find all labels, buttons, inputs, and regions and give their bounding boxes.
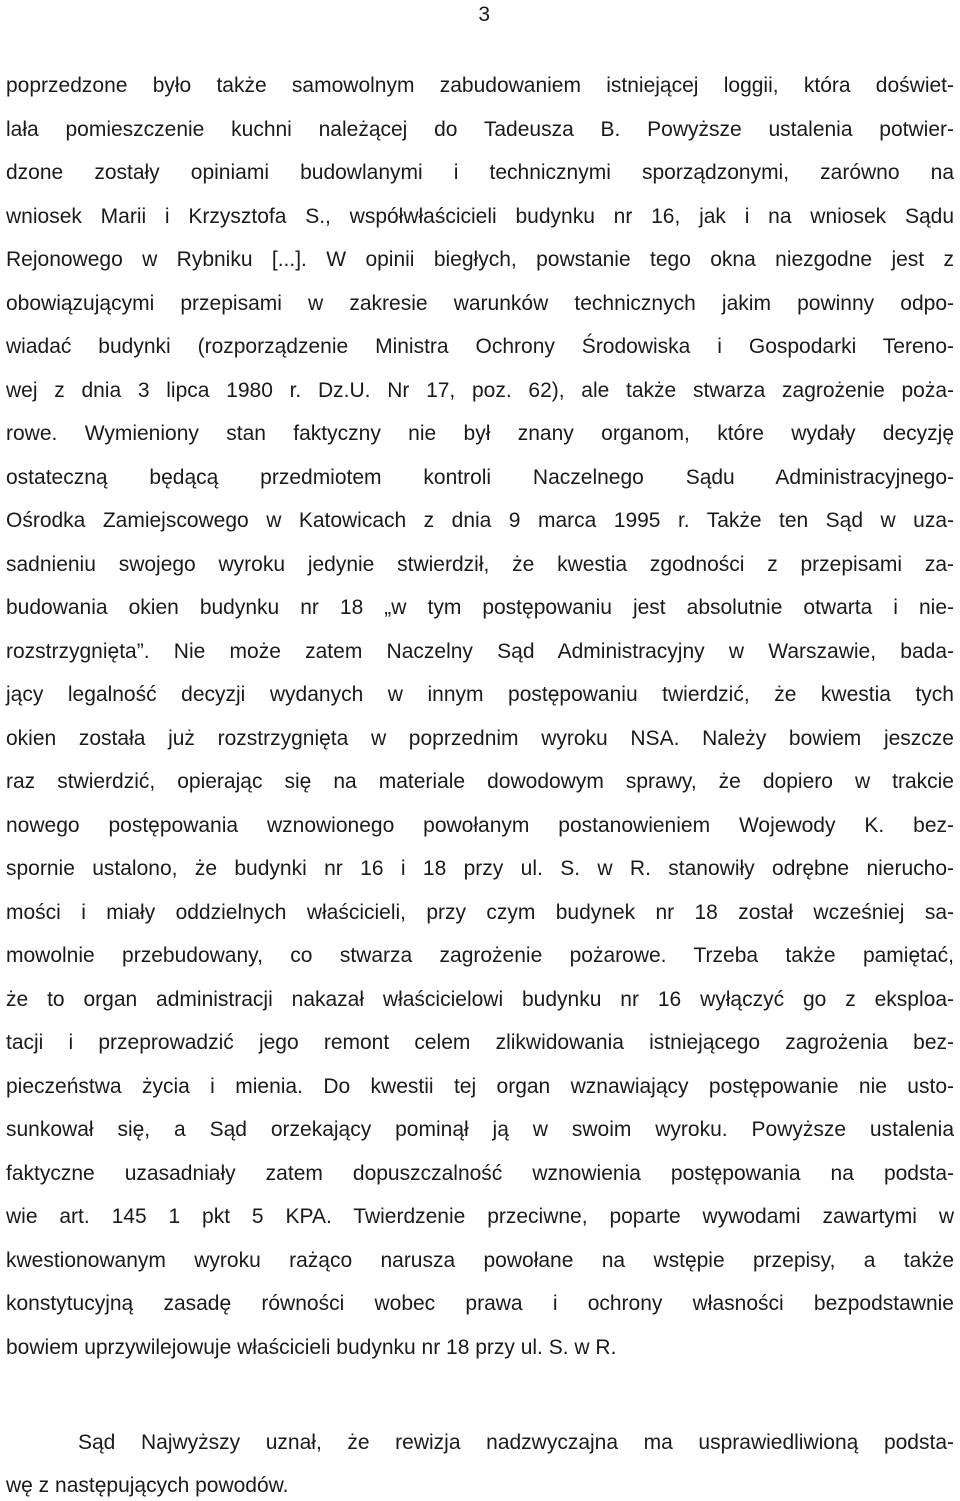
text-line: pieczeństwa życia i mienia. Do kwestii tej organ wznawiający postępowanie nie usto- <box>6 1075 954 1098</box>
text-line: Rejonowego w Rybniku [...]. W opinii biegłych, powstanie tego okna niezgodne jest z <box>6 248 954 271</box>
text-line: okien została już rozstrzygnięta w poprzednim wyroku NSA. Należy bowiem jeszcze <box>6 727 954 750</box>
text-line: raz stwierdzić, opierając się na materiale dowodowym sprawy, że dopiero w trakcie <box>6 770 954 793</box>
text-line: obowiązującymi przepisami w zakresie warunków technicznych jakim powinny odpo- <box>6 292 954 315</box>
text-line: wie art. 145 1 pkt 5 KPA. Twierdzenie przeciwne, poparte wywodami zawartymi w <box>6 1205 954 1228</box>
text-line: jący legalność decyzji wydanych w innym postępowaniu twierdzić, że kwestia tych <box>6 683 954 706</box>
text-line: wej z dnia 3 lipca 1980 r. Dz.U. Nr 17, poz. 62), ale także stwarza zagrożenie poża- <box>6 379 954 402</box>
text-line: tacji i przeprowadzić jego remont celem zlikwidowania istniejącego zagrożenia bez- <box>6 1031 954 1054</box>
text-line: Ośrodka Zamiejscowego w Katowicach z dnia 9 marca 1995 r. Także ten Sąd w uza- <box>6 509 954 532</box>
text-line: wę z następujących powodów. <box>6 1474 289 1497</box>
text-line: ostateczną będącą przedmiotem kontroli Naczelnego Sądu Administracyjnego- <box>6 466 954 489</box>
text-line: Sąd Najwyższy uznał, że rewizja nadzwyczajna ma usprawiedliwioną podsta- <box>78 1431 954 1454</box>
text-line: dzone zostały opiniami budowlanymi i technicznymi sporządzonymi, zarówno na <box>6 161 954 184</box>
page-number: 3 <box>478 3 490 26</box>
text-line: mowolnie przebudowany, co stwarza zagrożenie pożarowe. Trzeba także pamiętać, <box>6 944 954 967</box>
text-line: kwestionowanym wyroku rażąco narusza powołane na wstępie przepisy, a także <box>6 1249 954 1272</box>
text-line: że to organ administracji nakazał właścicielowi budynku nr 16 wyłączyć go z eksploa- <box>6 988 954 1011</box>
text-line: spornie ustalono, że budynki nr 16 i 18 przy ul. S. w R. stanowiły odrębne nierucho- <box>6 857 954 880</box>
text-line: bowiem uprzywilejowuje właścicieli budynku nr 18 przy ul. S. w R. <box>6 1336 617 1359</box>
text-line: poprzedzone było także samowolnym zabudowaniem istniejącej loggii, która doświet- <box>6 74 954 97</box>
text-line: rowe. Wymieniony stan faktyczny nie był znany organom, które wydały decyzję <box>6 422 954 445</box>
text-line: sadnieniu swojego wyroku jedynie stwierdził, że kwestia zgodności z przepisami za- <box>6 553 954 576</box>
text-line: budowania okien budynku nr 18 „w tym postępowaniu jest absolutnie otwarta i nie- <box>6 596 954 619</box>
text-line: sunkował się, a Sąd orzekający pominął ją w swoim wyroku. Powyższe ustalenia <box>6 1118 954 1141</box>
text-line: wiadać budynki (rozporządzenie Ministra Ochrony Środowiska i Gospodarki Tereno- <box>6 335 954 358</box>
text-line: wniosek Marii i Krzysztofa S., współwłaścicieli budynku nr 16, jak i na wniosek Sądu <box>6 205 954 228</box>
text-line: nowego postępowania wznowionego powołanym postanowieniem Wojewody K. bez- <box>6 814 954 837</box>
text-line: rozstrzygnięta”. Nie może zatem Naczelny Sąd Administracyjny w Warszawie, bada- <box>6 640 954 663</box>
text-line: lała pomieszczenie kuchni należącej do Tadeusza B. Powyższe ustalenia potwier- <box>6 118 954 141</box>
text-line: konstytucyjną zasadę równości wobec prawa i ochrony własności bezpodstawnie <box>6 1292 954 1315</box>
text-line: mości i miały oddzielnych właścicieli, przy czym budynek nr 18 został wcześniej sa- <box>6 901 954 924</box>
text-line: faktyczne uzasadniały zatem dopuszczalność wznowienia postępowania na podsta- <box>6 1162 954 1185</box>
